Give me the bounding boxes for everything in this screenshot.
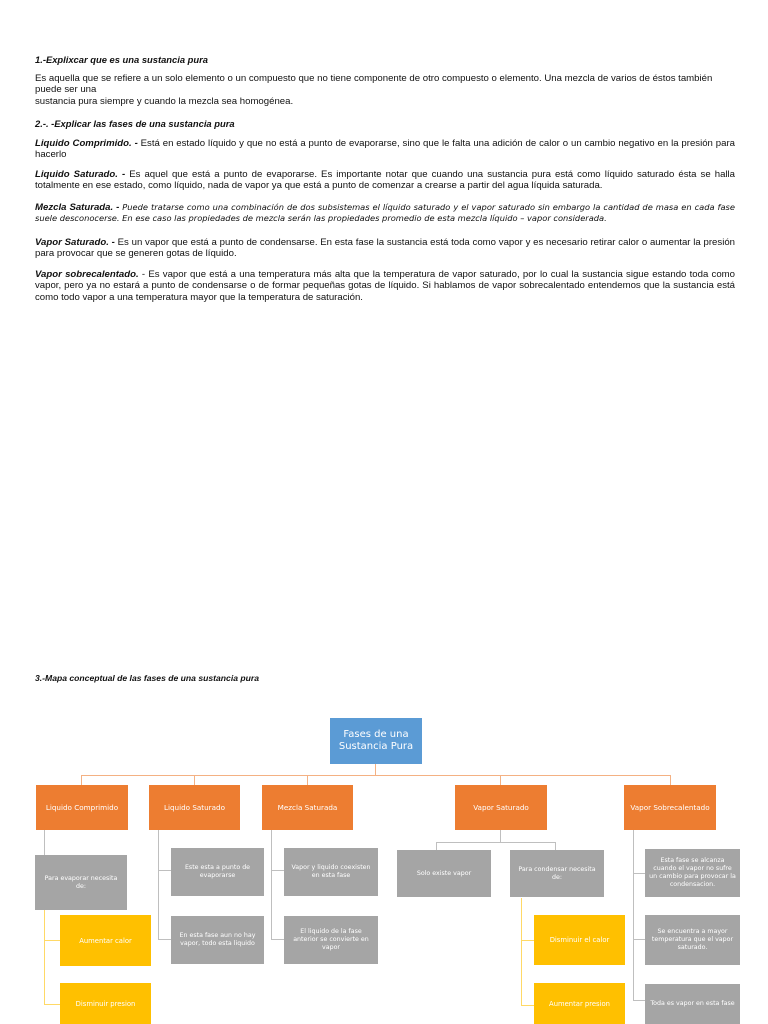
connector [158,830,159,940]
map-node-solo-vapor: Solo existe vapor [397,850,491,897]
map-node-liquido-comprimido: Liquido Comprimido [36,785,128,830]
connector [633,939,645,940]
q3-title: 3.-Mapa conceptual de las fases de una sustancia pura [35,673,259,683]
phase-vapor-saturado [35,237,735,260]
map-node-punto-evaporarse: Este esta a punto de evaporarse [171,848,264,896]
phase-term: Vapor sobrecalentado. [35,269,139,280]
map-node-condensar-necesita: Para condensar necesita de: [510,850,604,897]
connector [81,775,670,776]
map-root-node: Fases de una Sustancia Pura [330,718,422,764]
phase-liquido-saturado [35,169,735,192]
phase-term: Mezcla Saturada. - [35,202,120,213]
connector [633,830,634,1001]
map-node-mayor-temperatura: Se encuentra a mayor temperatura que el vapor saturado. [645,915,740,965]
connector [44,940,60,941]
connector [307,775,308,785]
connector [500,775,501,785]
map-node-liquido-saturado: Liquido Saturado [149,785,240,830]
phase-term: Liquido Comprimido. - [35,138,138,149]
map-node-mezcla-saturada: Mezcla Saturada [262,785,353,830]
connector [555,842,556,850]
connector [500,830,501,842]
phase-text: Está en estado líquido y que no está a punto de evaporarse, sino que le falta una adición de calor o un cambio negativo en la presión para hacerlo [35,138,735,161]
connector [44,1004,60,1005]
connector [44,910,45,1005]
map-node-toda-vapor: Toda es vapor en esta fase [645,984,740,1024]
connector [44,830,45,855]
q2-title: 2.-. -Explicar las fases de una sustancia pura [35,118,235,129]
connector [194,775,195,785]
connector [271,939,284,940]
map-node-disminuir-presion: Disminuir presion [60,983,151,1024]
phase-vapor-sobrecalentado [35,269,735,303]
phase-text: Puede tratarse como una combinación de dos subsistemas el líquido saturado y el vapor saturado sin embargo la cantidad de masa en cada fase suele desconocerse. En ese caso las propiedades de mezcla serán las propiedades promedio de esta mezcla líquido – vapor considerada. [35,202,735,224]
q1-line1: Es aquella que se refiere a un solo elemento o un compuesto que no tiene componente de otro compuesto o elemento. Una mezcla de varios de éstos también puede ser una [35,73,713,96]
map-node-evaporar-necesita: Para evaporar necesita de: [35,855,127,910]
map-node-vapor-sobrecalentado: Vapor Sobrecalentado [624,785,716,830]
connector [436,842,437,850]
q1-answer [35,73,735,107]
phase-term: Vapor Saturado. - [35,237,115,248]
phase-term: Liquido Saturado. - [35,169,126,180]
phase-liquido-comprimido [35,138,735,161]
map-node-aumentar-calor: Aumentar calor [60,915,151,966]
connector [271,830,272,940]
q1-line2: sustancia pura siempre y cuando la mezcla sea homogénea. [35,95,294,107]
phase-mezcla-saturada [35,202,735,225]
map-node-fase-alcanza: Esta fase se alcanza cuando el vapor no sufre un cambio para provocar la condensacion. [645,849,740,897]
map-node-disminuir-calor: Disminuir el calor [534,915,625,965]
connector [271,870,284,871]
map-node-vapor-saturado: Vapor Saturado [455,785,547,830]
connector [436,842,555,843]
connector [158,939,171,940]
connector [633,1000,645,1001]
phase-text: Es aquel que está a punto de evaporarse. Es importante notar que cuando una sustancia pura está como líquido saturado ésta se halla totalmente en ese estado, como líquido, nada de vapor ya que está a punto de comenzar a crearse a partir del agua líquida saturada. [35,169,736,192]
connector [81,775,82,785]
connector [670,775,671,785]
q1-title: 1.-Explixcar que es una sustancia pura [35,54,208,65]
map-node-liquido-convierte: El liquido de la fase anterior se convierte en vapor [284,916,378,964]
connector [633,873,645,874]
phase-text: - Es vapor que está a una temperatura más alta que la temperatura de vapor saturado, por lo cual la sustancia sigue estando toda como vapor, pero ya no estará a punto de condensarse o de formar pequeñas gotas de líquido. Si hablamos de vapor sobrecalentado entendemos que la sustancia está como todo vapor a una temperatura mayor que la temperatura de saturación. [35,269,735,303]
connector [521,940,534,941]
connector [521,898,522,1005]
map-node-coexisten: Vapor y liquido coexisten en esta fase [284,848,378,896]
connector [158,870,171,871]
map-node-aun-no-vapor: En esta fase aun no hay vapor, todo esta liquido [171,916,264,964]
connector [521,1005,534,1006]
phase-text: Es un vapor que está a punto de condensarse. En esta fase la sustancia está toda como vapor y es necesario retirar calor o aumentar la presión para provocar que se generen gotas de líquido. [35,237,735,260]
map-node-aumentar-presion: Aumentar presion [534,983,625,1024]
connector [375,763,376,775]
